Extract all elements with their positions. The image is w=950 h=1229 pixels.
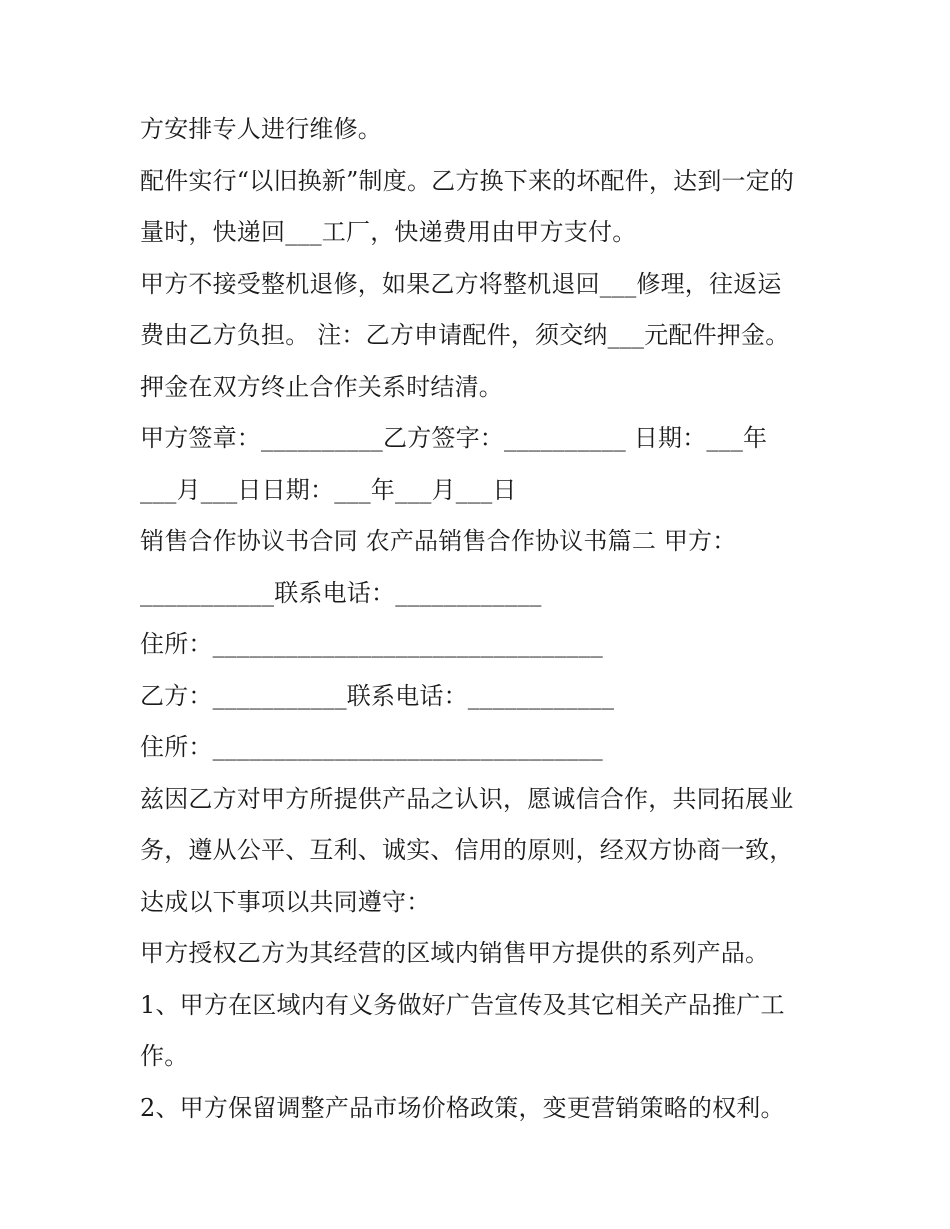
date-line: ___月___日日期：___年___月___日	[140, 475, 517, 504]
text-line: 押金在双方终止合作关系时结清。	[140, 372, 503, 401]
text-line: 量时，快递回___工厂，快递费用由甲方支付。	[140, 218, 637, 246]
clause-2: 2、甲方保留调整产品市场价格政策，变更营销策略的权利。	[140, 1093, 785, 1122]
text-line: 甲方授权乙方为其经营的区域内销售甲方提供的系列产品。	[140, 939, 770, 967]
clause-1-continued: 作。	[140, 1042, 189, 1070]
document-body	[140, 104, 830, 1134]
text-line: 方安排专人进行维修。	[140, 115, 382, 143]
text-line: 费由乙方负担。 注：乙方申请配件，须交纳___元配件押金。	[140, 321, 790, 349]
text-line: 务，遵从公平、互利、诚实、信用的原则，经双方协商一致，	[140, 836, 794, 864]
text-line: 兹因乙方对甲方所提供产品之认识，愿诚信合作，共同拓展业	[140, 784, 794, 813]
text-line: 甲方不接受整机退修，如果乙方将整机退回___修理，往返运	[140, 269, 782, 298]
clause-1: 1、甲方在区域内有义务做好广告宣传及其它相关产品推广工	[140, 990, 785, 1019]
signature-line: 甲方签章：__________乙方签字：__________ 日期：___年	[140, 424, 768, 452]
party-a-address-line: 住所：________________________________	[140, 630, 603, 658]
party-b-address-line: 住所：________________________________	[140, 733, 603, 761]
section-heading: 销售合作协议书合同 农产品销售合作协议书篇二 甲方：	[140, 527, 737, 555]
party-a-phone-line: ___________联系电话：____________	[140, 578, 542, 607]
party-b-phone-line: 乙方：___________联系电话：____________	[140, 681, 615, 710]
text-line: 达成以下事项以共同遵守：	[140, 887, 431, 916]
text-line: 配件实行“以旧换新”制度。乙方换下来的坏配件，达到一定的	[140, 166, 795, 195]
